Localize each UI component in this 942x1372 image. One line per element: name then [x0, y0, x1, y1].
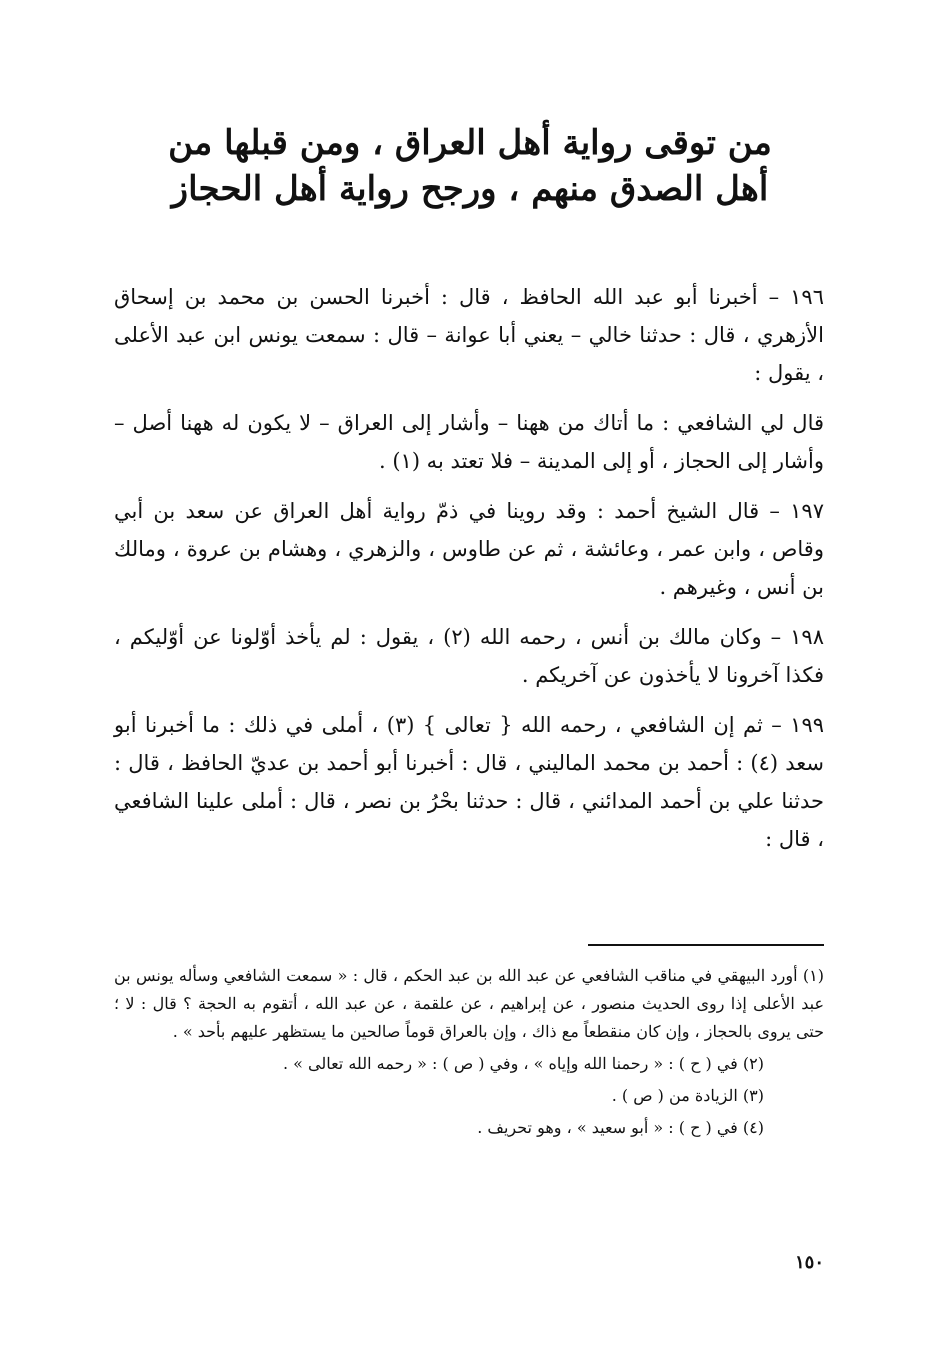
footnote-1: (١) أورد البيهقي في مناقب الشافعي عن عبد الله بن عبد الحكم ، قال : « سمعت الشافعي وسأله يونس بن عبد الأعلى إذا روى الحديث منصور ، عن إبراهيم ، عن علقمة ، عن عبد الله ، أتقوم به الحجة ؟ قال : لا ؛ حتى يروى بالحجاز ، وإن كان منقطعاً مع ذاك ، وإن بالعراق قوماً صالحين ما يستظهر عليهم بأحد » .: [114, 966, 825, 1041]
paragraph-198: ١٩٨ – وكان مالك بن أنس ، رحمه الله (٢) ، يقول : لم يأخذ أوّلونا عن أوّليكم ، فكذا آخرونا لا يأخذون عن آخريكم .: [114, 625, 824, 687]
paragraph-196-quote: قال لي الشافعي : ما أتاك من ههنا – وأشار إلى العراق – لا يكون له ههنا أصل – وأشار إلى الحجاز ، أو إلى المدينة – فلا تعتد به (١) .: [114, 411, 824, 473]
paragraph-196: ١٩٦ – أخبرنا أبو عبد الله الحافظ ، قال : أخبرنا الحسن بن محمد بن إسحاق الأزهري ، قال : حدثنا خالي – يعني أبا عوانة – قال : سمعت يونس ابن عبد الأعلى ، يقول :: [114, 285, 824, 385]
page-number: ١٥٠: [794, 1252, 824, 1273]
paragraph-199: ١٩٩ – ثم إن الشافعي ، رحمه الله { تعالى } (٣) ، أملى في ذلك : ما أخبرنا أبو سعد (٤) : أحمد بن محمد الماليني ، قال : أخبرنا أبو أحمد بن عديّ الحافظ ، قال : حدثنا علي بن أحمد المدائني ، قال : حدثنا بحْرُ بن نصر ، قال : أملى علينا الشافعي ، قال :: [114, 713, 825, 851]
footnote-3: (٣) الزيادة من ( ص ) .: [611, 1086, 764, 1105]
footnote-2: (٢) في ( ح ) : « رحمنا الله وإياه » ، وفي ( ص ) : « رحمه الله تعالى » .: [282, 1054, 764, 1073]
paragraph-197: ١٩٧ – قال الشيخ أحمد : وقد روينا في ذمّ رواية أهل العراق عن سعد بن أبي وقاص ، وابن عمر ، وعائشة ، ثم عن طاوس ، والزهري ، وهشام بن عروة ، ومالك بن أنس ، وغيرهم .: [114, 499, 824, 599]
chapter-title: من توقى رواية أهل العراق ، ومن قبلها من أهل الصدق منهم ، ورجح رواية أهل الحجاز: [168, 123, 772, 209]
footnote-4: (٤) في ( ح ) : « أبو سعيد » ، وهو تحريف .: [477, 1118, 764, 1137]
main-text: [114, 278, 824, 870]
footnotes: [114, 962, 824, 1146]
footnote-separator: [588, 944, 824, 946]
